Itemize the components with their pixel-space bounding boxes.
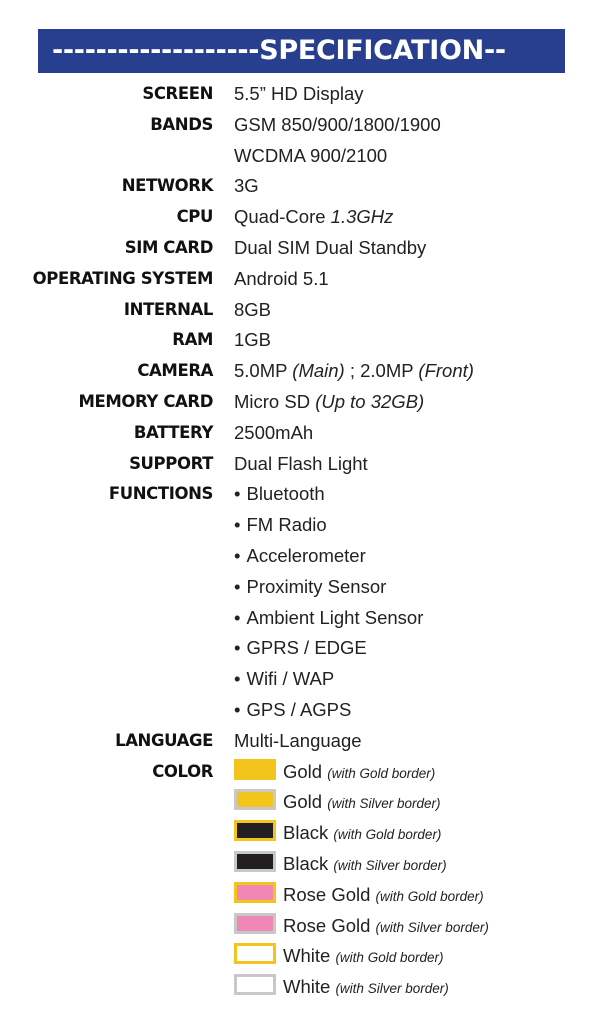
bullet-icon: • bbox=[234, 544, 241, 566]
color-note: (with Gold border) bbox=[333, 827, 442, 843]
color-option bbox=[0, 849, 603, 880]
color-note: (with Silver border) bbox=[375, 919, 489, 935]
spec-value: Dual SIM Dual Standby bbox=[234, 236, 427, 258]
function-value bbox=[234, 510, 327, 540]
function-item bbox=[0, 633, 603, 664]
bullet-icon: • bbox=[234, 575, 241, 597]
header-dashes-left: ------------------- bbox=[52, 35, 260, 66]
spec-row-battery bbox=[0, 418, 603, 449]
color-option bbox=[0, 787, 603, 818]
spec-value bbox=[234, 202, 393, 232]
function-name: Proximity Sensor bbox=[246, 575, 387, 597]
color-option bbox=[0, 972, 603, 1003]
spec-label: INTERNAL bbox=[123, 299, 213, 319]
color-name: Gold bbox=[283, 760, 323, 782]
spec-label: SCREEN bbox=[142, 84, 213, 103]
spec-label: CPU bbox=[176, 207, 213, 227]
color-name: Rose Gold bbox=[283, 914, 371, 936]
function-value bbox=[234, 695, 351, 725]
color-swatch bbox=[234, 759, 276, 780]
bullet-icon: • bbox=[234, 483, 241, 505]
camera-front-value: 2.0MP bbox=[360, 360, 419, 382]
spec-value: GSM 850/900/1800/1900 bbox=[234, 113, 441, 135]
spec-row-cpu bbox=[0, 202, 603, 233]
function-value bbox=[234, 572, 386, 602]
color-note: (with Silver border) bbox=[333, 857, 447, 873]
spec-label: OPERATING SYSTEM bbox=[32, 268, 213, 288]
spec-label: LANGUAGE bbox=[115, 730, 213, 750]
function-item bbox=[0, 572, 603, 603]
color-name: Black bbox=[283, 852, 329, 874]
spec-value-italic: 1.3GHz bbox=[330, 206, 394, 228]
spec-value-italic: (Up to 32GB) bbox=[315, 390, 425, 412]
function-item bbox=[0, 664, 603, 695]
spec-row-sim-card bbox=[0, 233, 603, 264]
functions-label: FUNCTIONS bbox=[108, 484, 213, 504]
camera-main-value: 5.0MP bbox=[234, 360, 293, 382]
function-item bbox=[0, 541, 603, 572]
bullet-icon: • bbox=[234, 637, 241, 659]
color-option bbox=[0, 880, 603, 911]
spec-value: Multi-Language bbox=[234, 729, 362, 751]
spec-row-camera bbox=[0, 356, 603, 387]
function-name: GPS / AGPS bbox=[246, 698, 352, 720]
camera-front-note: (Front) bbox=[418, 360, 474, 382]
spec-value: Dual Flash Light bbox=[234, 452, 368, 474]
spec-label: NETWORK bbox=[121, 176, 213, 196]
spec-row-support bbox=[0, 449, 603, 480]
color-label: COLOR bbox=[152, 761, 213, 781]
spec-label: SIM CARD bbox=[124, 237, 213, 257]
spec-value: WCDMA 900/2100 bbox=[234, 144, 388, 166]
spec-value bbox=[234, 356, 474, 386]
spec-value: 5.5” HD Display bbox=[234, 83, 364, 104]
spec-header-banner bbox=[38, 29, 565, 73]
spec-row-memory-card bbox=[0, 387, 603, 418]
bullet-icon: • bbox=[234, 698, 241, 720]
color-option bbox=[0, 941, 603, 972]
spec-label: BANDS bbox=[150, 114, 213, 134]
color-note: (with Silver border) bbox=[335, 981, 449, 997]
color-swatch bbox=[234, 943, 276, 964]
color-name: White bbox=[283, 976, 331, 998]
function-value bbox=[234, 664, 334, 694]
spec-value-text: Micro SD bbox=[234, 390, 316, 412]
color-option bbox=[0, 757, 603, 788]
color-swatch bbox=[234, 820, 276, 841]
spec-list bbox=[0, 79, 603, 1003]
spec-row-bands bbox=[0, 110, 603, 141]
color-name: Black bbox=[283, 822, 329, 844]
spec-value: 1GB bbox=[234, 329, 272, 351]
color-value bbox=[234, 911, 489, 943]
color-value bbox=[234, 972, 449, 1004]
color-swatch bbox=[234, 851, 276, 872]
spec-label: CAMERA bbox=[137, 361, 213, 381]
color-value bbox=[234, 849, 447, 881]
color-option bbox=[0, 818, 603, 849]
spec-label: BATTERY bbox=[133, 422, 213, 442]
header-dashes-right: -- bbox=[483, 35, 506, 66]
function-value bbox=[234, 479, 325, 509]
function-value bbox=[234, 633, 367, 663]
function-name: GPRS / EDGE bbox=[246, 637, 367, 659]
color-swatch bbox=[234, 974, 276, 995]
color-swatch bbox=[234, 789, 276, 810]
function-name: FM Radio bbox=[246, 514, 327, 536]
spec-row-internal bbox=[0, 295, 603, 326]
function-value bbox=[234, 603, 423, 633]
color-value bbox=[234, 941, 443, 973]
color-note: (with Gold border) bbox=[335, 950, 444, 966]
color-note: (with Gold border) bbox=[327, 765, 436, 781]
bullet-icon: • bbox=[234, 606, 241, 628]
spec-row-ram bbox=[0, 325, 603, 356]
function-item bbox=[0, 603, 603, 634]
color-option bbox=[0, 911, 603, 942]
function-name: Accelerometer bbox=[246, 544, 366, 566]
spec-value: 3G bbox=[234, 175, 259, 197]
spec-label: SUPPORT bbox=[129, 453, 213, 473]
function-name: Ambient Light Sensor bbox=[246, 606, 424, 628]
color-name: Rose Gold bbox=[283, 883, 371, 905]
color-note: (with Silver border) bbox=[327, 796, 441, 812]
color-value bbox=[234, 880, 484, 912]
function-value bbox=[234, 541, 366, 571]
function-name: Wifi / WAP bbox=[246, 668, 335, 690]
function-name: Bluetooth bbox=[246, 483, 325, 505]
spec-value: Android 5.1 bbox=[234, 267, 329, 289]
function-item bbox=[0, 510, 603, 541]
spec-row-operating-system bbox=[0, 264, 603, 295]
color-name: White bbox=[283, 945, 331, 967]
spec-label: MEMORY CARD bbox=[78, 391, 213, 411]
bullet-icon: • bbox=[234, 668, 241, 690]
color-swatch bbox=[234, 913, 276, 934]
function-item bbox=[0, 479, 603, 510]
spec-value-text: Quad-Core bbox=[234, 206, 331, 228]
spec-value: 2500mAh bbox=[234, 421, 314, 443]
color-name: Gold bbox=[283, 791, 323, 813]
color-note: (with Gold border) bbox=[375, 888, 484, 904]
color-value bbox=[234, 757, 435, 789]
function-item bbox=[0, 695, 603, 726]
camera-main-note: (Main) bbox=[292, 360, 345, 382]
camera-separator: ; bbox=[344, 360, 361, 382]
spec-row-screen bbox=[0, 79, 603, 110]
bullet-icon: • bbox=[234, 514, 241, 536]
color-swatch bbox=[234, 882, 276, 903]
spec-value bbox=[234, 387, 424, 417]
color-value bbox=[234, 787, 441, 819]
spec-row-bands-2 bbox=[0, 141, 603, 172]
spec-row-network bbox=[0, 171, 603, 202]
header-title: SPECIFICATION bbox=[259, 35, 484, 66]
spec-row-language bbox=[0, 726, 603, 757]
spec-value: 8GB bbox=[234, 298, 272, 320]
color-value bbox=[234, 818, 441, 850]
spec-label: RAM bbox=[172, 330, 213, 350]
